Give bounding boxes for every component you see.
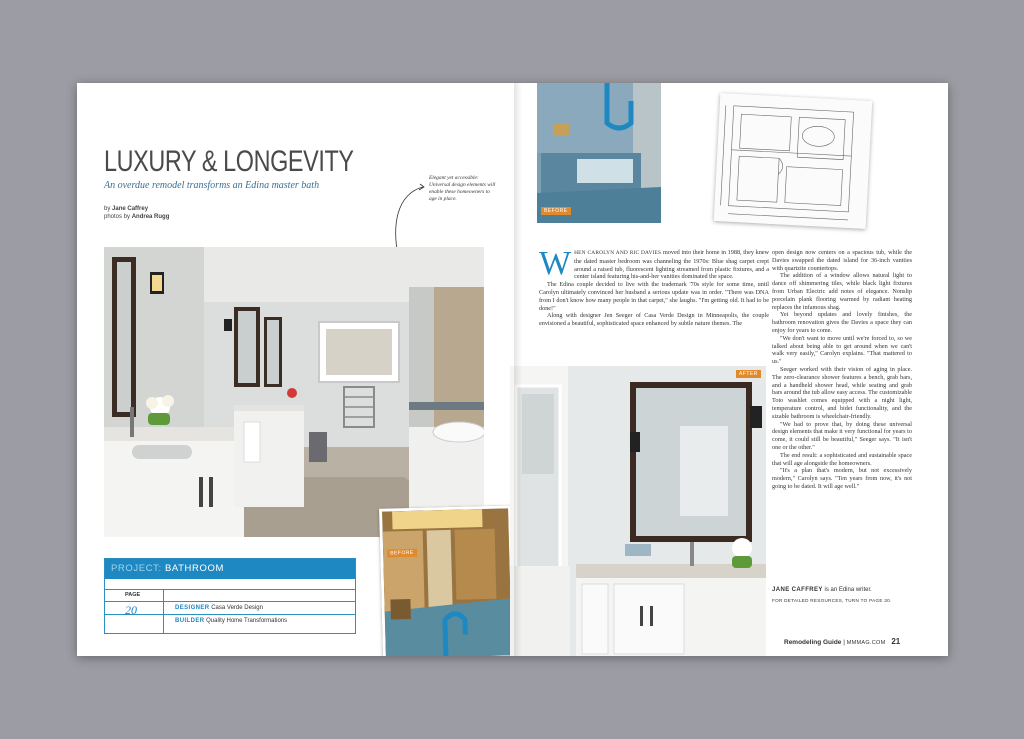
designer-row: [175, 605, 263, 611]
paragraph-3: Along with designer Jen Seeger of Casa Verde Design in Minneapolis, the couple envisioned a beautiful, sophisticated space enhanced by subtle nature themes. The: [539, 312, 769, 328]
resources-note: FOR DETAILED RESOURCES, TURN TO PAGE 30.: [772, 598, 892, 603]
retro-tag: BEFORE: [387, 549, 417, 558]
photos-prefix: photos by: [104, 214, 131, 220]
spread-gutter: [514, 83, 522, 656]
col2-paragraph-8: "It's a plan that's modern, but not excessively modern," Carolyn says. "Ten years from now, it's not going to be dated. It will age well.": [772, 467, 912, 490]
after-tag: AFTER: [736, 370, 761, 378]
floor-plan-sketch: [714, 93, 872, 229]
footer-page-number: 21: [891, 637, 901, 646]
drop-cap: W: [539, 245, 572, 282]
project-name: BATHROOM: [164, 563, 224, 574]
designer-name: Casa Verde Design: [211, 605, 263, 611]
builder-row: [175, 618, 287, 624]
lead-in: HEN CAROLYN AND RIC DAVIES: [574, 250, 662, 256]
pull-callout: Elegant yet accessible: Universal design elements will enable these homeowners to age in place.: [429, 175, 496, 202]
project-header: [105, 559, 355, 579]
author-note-name: JANE CAFFREY: [772, 587, 823, 593]
main-bathroom-photo: [104, 247, 484, 537]
col2-paragraph-4: "We don't want to move until we're forced to, so we talked about being able to get around when we can't walk very easily," Carolyn explains. "That mattered to us.": [772, 334, 912, 366]
body-column-2: [772, 249, 912, 491]
paragraph-1: moved into their home in 1988, they knew the dated master bedroom was channeling the 1970s: Blue shag carpet crept around a raised tub, fluorescent lighting streamed from plastic fixtures, and a center island featuring his-and-her vanities dominated the space.: [574, 249, 770, 281]
author-note: [772, 586, 912, 605]
project-label: PROJECT:: [111, 563, 162, 574]
page-title: LUXURY & LONGEVITY: [104, 145, 354, 178]
footer-site: MMMAG.COM: [846, 640, 886, 646]
body-column-1: [539, 245, 770, 328]
after-photo: [510, 366, 766, 656]
page-footer: [784, 637, 900, 646]
col2-paragraph-5: Seeger worked with their vision of aging in place. The zero-clearance shower features a bench, grab bars, and a handheld shower head, while seating and grab bars around the tub allow easy access. The customizable Toto washlet comes equipped with a night light, temperature control, and bidet functionality, and the sizable bathroom is wheelchair-friendly.: [772, 365, 912, 420]
footer-section: Remodeling Guide: [784, 639, 842, 646]
col2-paragraph-7: The end result: a sophisticated and sustainable space that will age alongside the homeowners.: [772, 451, 912, 467]
before-photo: [537, 83, 661, 223]
col2-paragraph-6: "We had to prove that, by doing these universal design elements that make it very functional for years to come, it could still be beautiful," Seeger says. "It isn't one or the other.": [772, 420, 912, 451]
designer-label: DESIGNER: [175, 605, 210, 611]
project-info-box: [104, 558, 356, 634]
col2-paragraph-3: Yet beyond updates and lovely finishes, the bathroom renovation gives the Davies a space they can enjoy for years to come.: [772, 311, 912, 334]
page-number: 20: [125, 603, 137, 617]
col2-paragraph-1: open design now centers on a spacious tub, while the Davies swapped the dated island for 36-inch vanities with quartzite countertops.: [772, 249, 912, 272]
byline-prefix: by: [104, 206, 111, 212]
byline: [104, 205, 169, 221]
paragraph-2: The Edina couple decided to live with the trademark '70s style for some time, until Carolyn ultimately convinced her husband a serious update was in order. "There was DNA from I don't know how many people in that carpet," she laughs. "I'm getting old. It had to be done!": [539, 281, 769, 312]
author-note-text: is an Edina writer.: [824, 587, 872, 593]
builder-name: Quality Home Transformations: [206, 618, 288, 624]
photographer-name: Andrea Rugg: [131, 214, 170, 220]
footer-separator: |: [843, 639, 845, 646]
before-tag: BEFORE: [541, 207, 571, 215]
page-subtitle: An overdue remodel transforms an Edina master bath: [104, 180, 320, 191]
author-name: Jane Caffrey: [112, 206, 149, 212]
retro-before-photo: [379, 505, 515, 656]
page-label: PAGE: [125, 592, 141, 598]
builder-label: BUILDER: [175, 618, 205, 624]
col2-paragraph-2: The addition of a window allows natural light to dance off shimmering tiles, while black light fixtures from Urban Electric add notes of elegance. Nonslip porcelain plank flooring warmed by radiant heating replaces the infamous shag.: [772, 272, 912, 311]
magazine-spread: [77, 83, 948, 656]
